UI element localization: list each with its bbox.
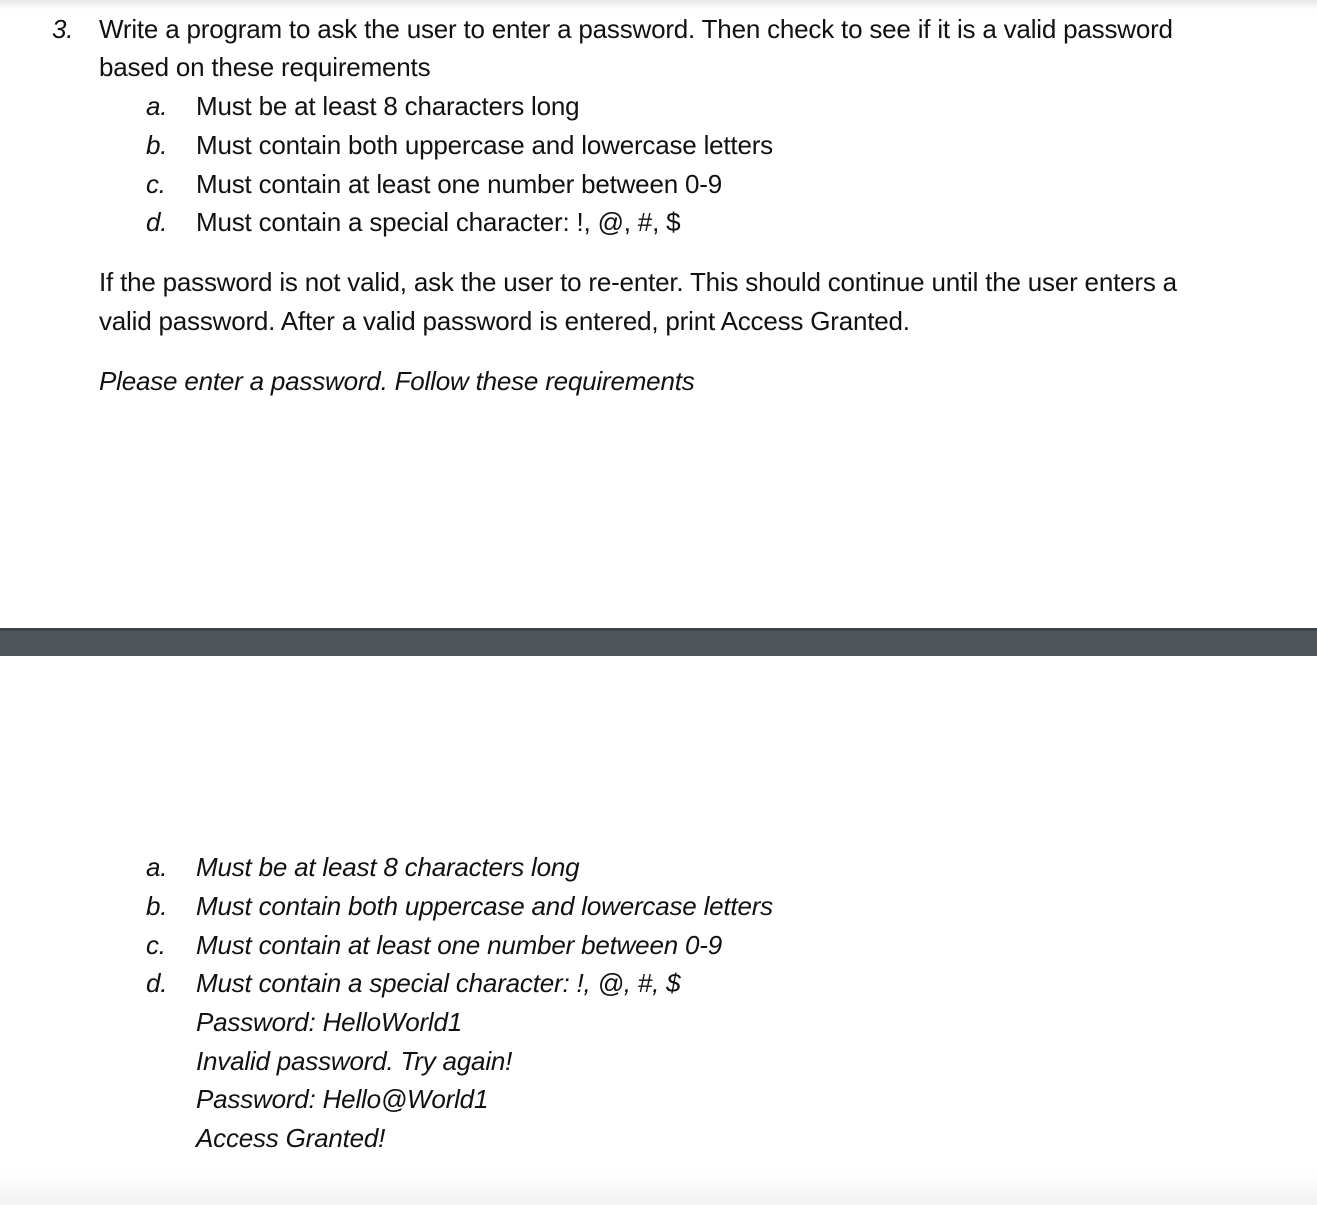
requirement-text: Must be at least 8 characters long	[196, 91, 580, 121]
output-requirement-letter: b.	[146, 891, 168, 921]
requirement-text: Must contain at least one number between 0-9	[196, 169, 722, 199]
page-top-shadow	[0, 0, 1317, 10]
output-requirement-text: Must be at least 8 characters long	[196, 852, 580, 882]
requirement-letter: b.	[146, 130, 168, 160]
output-requirement-text: Must contain at least one number between 0-9	[196, 930, 722, 960]
requirement-letter: a.	[146, 91, 168, 121]
question-text-line-2: based on these requirements	[99, 52, 431, 82]
sample-prompt: Please enter a password. Follow these requirements	[99, 366, 695, 396]
output-requirement-text: Must contain both uppercase and lowercase letters	[196, 891, 773, 921]
output-line: Invalid password. Try again!	[196, 1046, 513, 1076]
output-requirement-letter: d.	[146, 968, 168, 998]
output-line: Access Granted!	[196, 1123, 386, 1153]
page-break-divider	[0, 628, 1317, 656]
output-requirement-text: Must contain a special character: !, @, #, $	[196, 968, 681, 998]
requirement-text: Must contain both uppercase and lowercase letters	[196, 130, 773, 160]
page-bottom-shade	[0, 1172, 1317, 1205]
question-number: 3.	[52, 14, 74, 44]
question-text-line-1: Write a program to ask the user to enter a password. Then check to see if it is a valid password	[99, 14, 1173, 44]
output-line: Password: Hello@World1	[196, 1084, 489, 1114]
output-requirement-letter: c.	[146, 930, 166, 960]
instructions-line-1: If the password is not valid, ask the user to re-enter. This should continue until the user enters a	[99, 267, 1177, 297]
output-requirement-letter: a.	[146, 852, 168, 882]
requirement-letter: d.	[146, 207, 168, 237]
requirement-letter: c.	[146, 169, 166, 199]
instructions-line-2: valid password. After a valid password is entered, print Access Granted.	[99, 306, 910, 336]
requirement-text: Must contain a special character: !, @, #, $	[196, 207, 681, 237]
output-line: Password: HelloWorld1	[196, 1007, 463, 1037]
